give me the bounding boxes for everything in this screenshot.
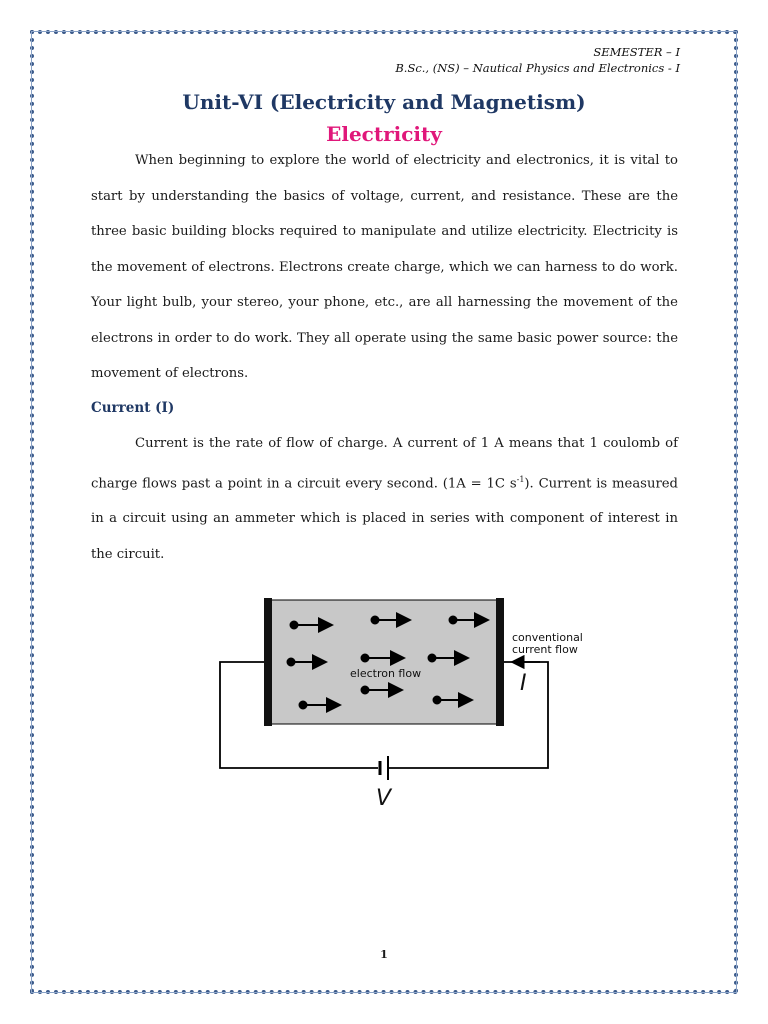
current-text-sup: -1 (516, 474, 525, 484)
current-symbol: I (520, 671, 527, 696)
current-paragraph (91, 426, 678, 572)
voltage-symbol: V (376, 786, 392, 811)
intro-text: When beginning to explore the world of electricity and electronics, it is vital to start by understanding the basics of voltage, current, and resistance. These are the three basic building blocks required to manipulate and utilize electricity. Electricity is the movement of electrons. Electrons create charge, which we can harness to do work. Your light bulb, your stereo, your phone, etc., are all harnessing the movement of the electrons in order to do work. They all operate using the same basic power source: the movement of electrons. (91, 153, 678, 381)
conventional-label-line1: conventional (512, 631, 583, 644)
intro-paragraph (91, 143, 678, 392)
right-electrode (496, 598, 504, 726)
current-text-post: ). Current is measured in a circuit using an ammeter which is placed in series with component of interest in the circuit. (91, 475, 678, 562)
electron-flow-label: electron flow (350, 667, 422, 680)
circuit-diagram (210, 592, 590, 822)
semester-label: SEMESTER – I (593, 45, 680, 59)
section-title: Electricity (326, 122, 442, 146)
left-electrode (264, 598, 272, 726)
conventional-label-line2: current flow (512, 643, 578, 656)
page-header (395, 44, 680, 76)
page-number: 1 (380, 948, 388, 961)
unit-title: Unit-VI (Electricity and Magnetism) (182, 90, 586, 114)
current-heading: Current (I) (91, 400, 175, 416)
current-text-pre: Current is the rate of flow of charge. A current of 1 A means that 1 coulomb of charge flows past a point in a circuit every second. (1A = 1C s (91, 436, 678, 491)
course-label: B.Sc., (NS) – Nautical Physics and Electronics - I (395, 61, 680, 75)
